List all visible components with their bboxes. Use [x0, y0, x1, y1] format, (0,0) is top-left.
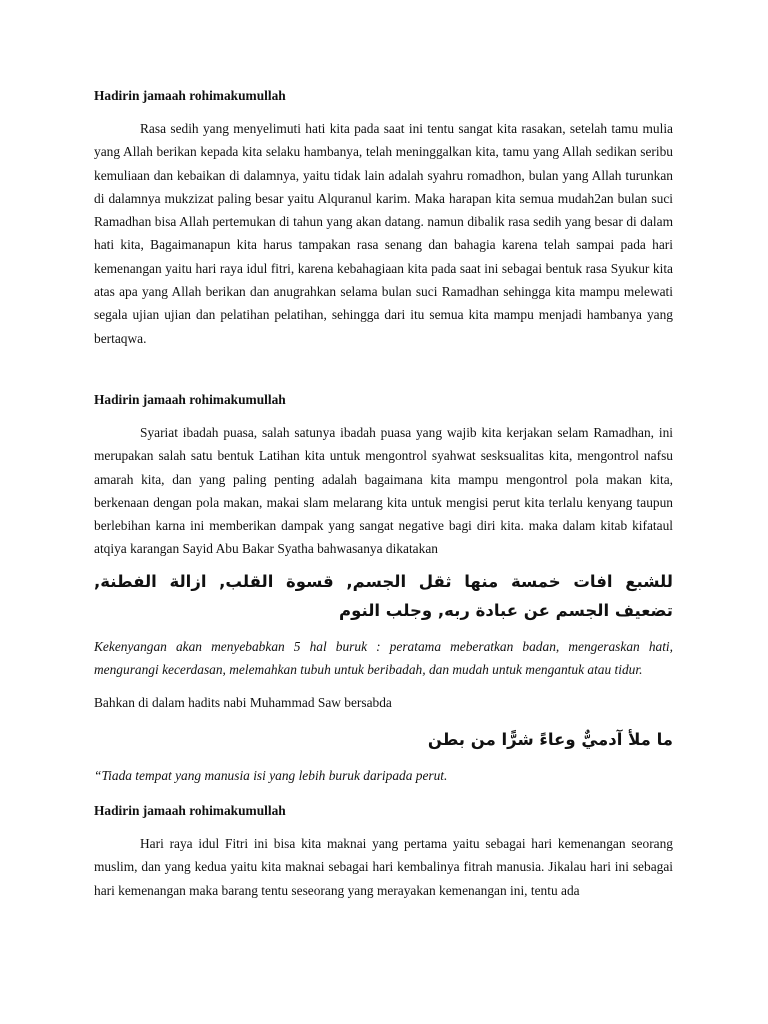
hadith-arabic: ما ملأ آدميٌّ وعاءً شرًّا من بطن [427, 729, 673, 749]
section-heading-1: Hadirin jamaah rohimakumullah [94, 88, 286, 103]
paragraph-1: Rasa sedih yang menyelimuti hati kita pada saat ini tentu sangat kita rasakan, setelah tamu mulia yang Allah berikan kepada kita selaku hambanya, telah meninggalkan kita, tamu yang Allah sedikan seribu kemuliaan dan kebaikan di dalamnya, yaitu tidak lain adalah syahru romadhon, bulan yang Allah turunkan di dalamnya mukzizat paling besar yaitu Alquranul karim. Maka harapan kita semua mudah2an bulan suci Ramadhan bisa Allah pertemukan di tahun yang akan datang. namun dibalik rasa sedih yang besar di dalam hati kita, Bagaimanapun kita harus tampakan rasa senang dan bahagia karena telah sampai pada hari kemenangan yaitu hari raya idul fitri, karena kebahagiaan kita pada saat ini sebagai bentuk rasa Syukur kita atas apa yang Allah berikan dan anugrahkan selama bulan suci Ramadhan sehingga kita mampu melewati segala ujian ujian dan pelatihan pelatihan, sehingga dari itu semua kita mampu menjadi hambanya yang bertaqwa. [94, 121, 673, 346]
hadith-translation: “Tiada tempat yang manusia isi yang lebih buruk daripada perut. [94, 767, 448, 783]
section-heading-3: Hadirin jamaah rohimakumullah [94, 802, 286, 818]
hadith-intro: Bahkan di dalam hadits nabi Muhammad Saw bersabda [94, 695, 392, 711]
arabic-quote: للشبع افات خمسة منها ثقل الجسم, قسوة القلب, ازالة الفطنة, تضعيف الجسم عن عبادة ربه, وجلب النوم [94, 571, 673, 620]
document-page [94, 86, 673, 902]
paragraph-2: Syariat ibadah puasa, salah satunya ibadah puasa yang wajib kita kerjakan selam Ramadhan, ini merupakan salah satu bentuk Latihan kita untuk mengontrol syahwat sesksualitas kita, mengontrol nafsu amarah kita, dan yang paling penting adalah bagaimana kita mampu mengontrol pola makan kita, berkenaan dengan pola makan, makai slam melarang kita untuk mengisi perut kita terlalu kenyang taupun berlebihan karna ini memberikan dampak yang sangat negative bagi diri kita. maka dalam kitab kifataul atqiya karangan Sayid Abu Bakar Syatha bahwasanya dikatakan [94, 424, 673, 557]
paragraph-3: Hari raya idul Fitri ini bisa kita maknai yang pertama yaitu sebagai hari kemenangan seorang muslim, dan yang kedua yaitu kita maknai sebagai hari kembalinya fitrah manusia. Jikalau hari ini sebagai hari kemenangan maka barang tentu seseorang yang merayakan kemenangan ini, tentu ada [94, 835, 673, 898]
arabic-quote-translation: Kekenyangan akan menyebabkan 5 hal buruk : peratama meberatkan badan, mengeraskan hati, mengurangi kecerdasan, melemahkan tubuh untuk beribadah, dan mudah untuk mengantuk atau tidur. [94, 638, 673, 678]
section-heading-2: Hadirin jamaah rohimakumullah [94, 391, 286, 407]
